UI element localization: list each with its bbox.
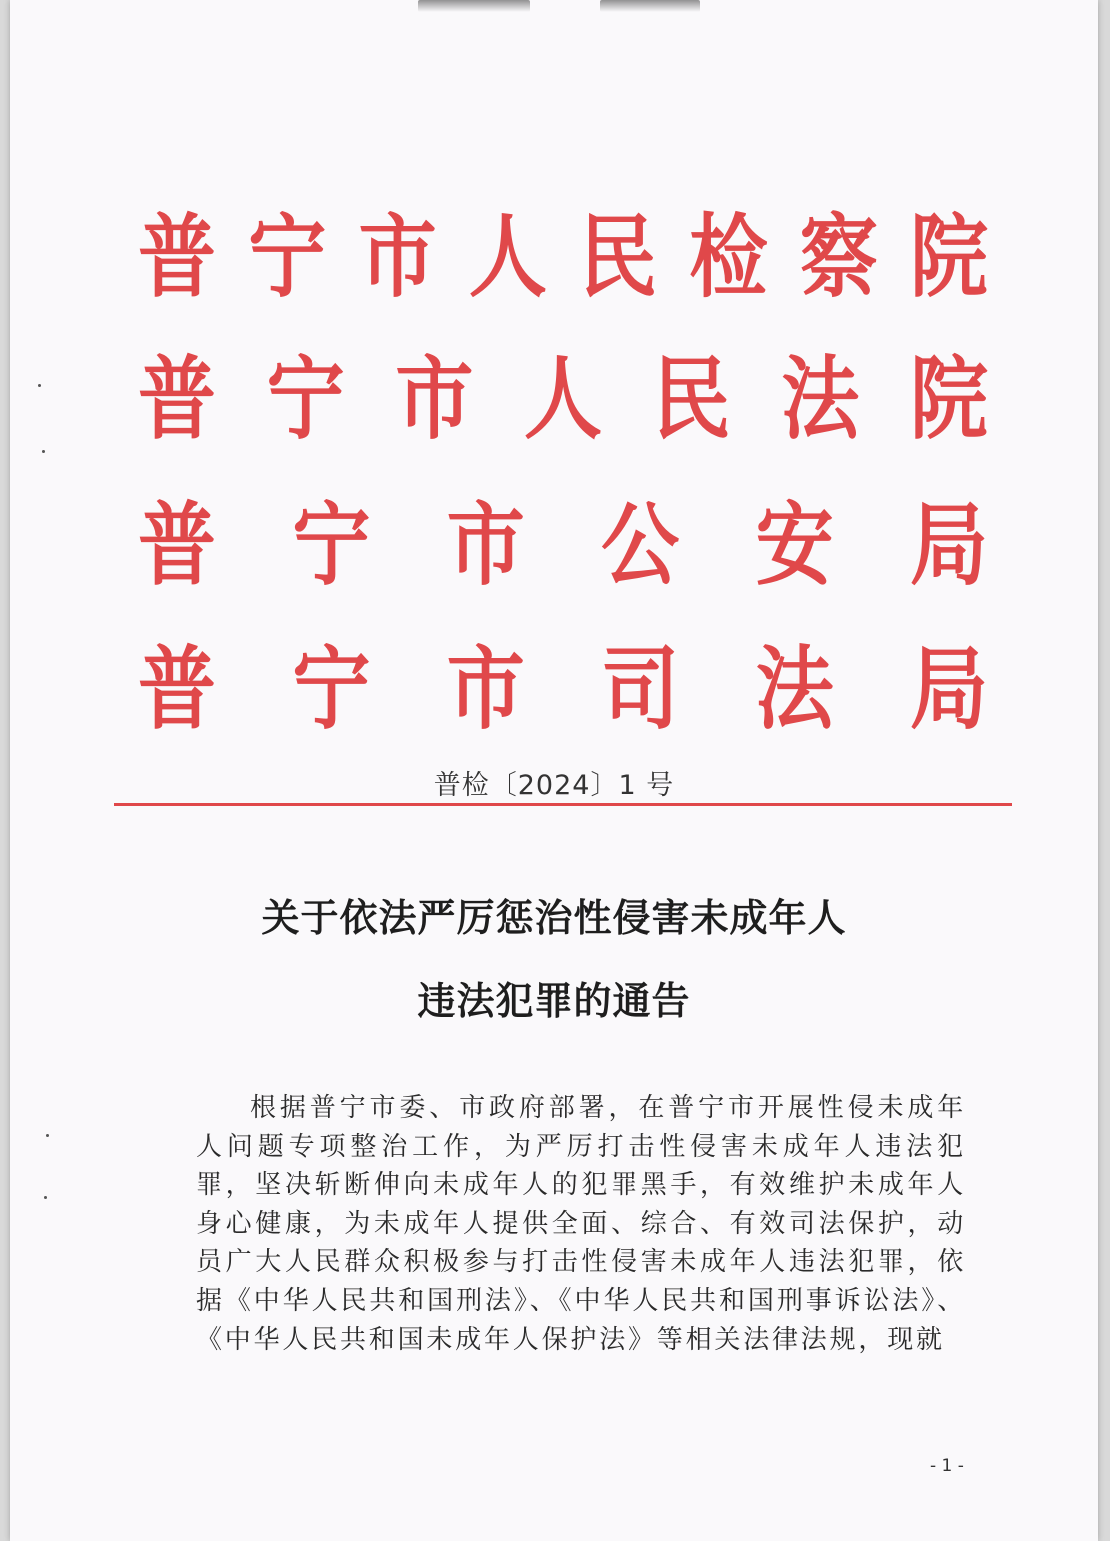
document-page xyxy=(10,0,1098,1541)
red-divider-line xyxy=(114,803,1012,806)
issuer-char: 市 xyxy=(358,205,437,310)
issuer-char: 察 xyxy=(799,205,878,310)
issuer-line-public-security xyxy=(138,476,988,616)
issuer-char: 法 xyxy=(755,637,834,742)
scan-speck xyxy=(42,450,45,453)
issuer-line-court xyxy=(138,330,988,470)
issuer-char: 院 xyxy=(909,205,988,310)
issuer-char: 普 xyxy=(138,493,217,598)
issuer-line-justice-bureau xyxy=(138,620,988,760)
issuer-char: 院 xyxy=(909,347,988,452)
issuer-char: 普 xyxy=(138,637,217,742)
issuer-char: 市 xyxy=(446,493,525,598)
issuer-char: 人 xyxy=(523,347,602,452)
issuer-char: 人 xyxy=(468,205,547,310)
document-number: 普检〔2024〕1 号 xyxy=(433,770,675,801)
issuer-char: 宁 xyxy=(292,637,371,742)
issuer-char: 宁 xyxy=(248,205,327,310)
issuer-char: 普 xyxy=(138,205,217,310)
scan-speck xyxy=(38,384,41,387)
issuer-char: 检 xyxy=(689,205,768,310)
scan-artifact xyxy=(418,0,530,12)
issuer-char: 法 xyxy=(781,347,860,452)
issuer-line-procuratorate xyxy=(138,188,988,328)
scan-speck xyxy=(46,1134,49,1137)
issuer-char: 局 xyxy=(909,637,988,742)
page-number: - 1 - xyxy=(930,1456,964,1476)
notice-title-line-1: 关于依法严厉惩治性侵害未成年人 xyxy=(261,895,847,940)
scan-artifact xyxy=(600,0,700,12)
scan-speck xyxy=(44,1196,47,1199)
notice-title-line-2: 违法犯罪的通告 xyxy=(417,978,691,1023)
issuer-char: 局 xyxy=(909,493,988,598)
issuer-char: 市 xyxy=(395,347,474,452)
issuer-char: 宁 xyxy=(292,493,371,598)
issuer-char: 普 xyxy=(138,347,217,452)
issuer-char: 司 xyxy=(601,637,680,742)
issuer-char: 安 xyxy=(755,493,834,598)
issuer-char: 公 xyxy=(601,493,680,598)
issuer-char: 市 xyxy=(446,637,525,742)
issuer-char: 民 xyxy=(579,205,658,310)
issuer-char: 民 xyxy=(652,347,731,452)
issuer-char: 宁 xyxy=(266,347,345,452)
body-paragraph: 根据普宁市委、市政府部署，在普宁市开展性侵未成年人问题专项整治工作，为严厉打击性侵害未成年人违法犯罪，坚决斩断伸向未成年人的犯罪黑手，有效维护未成年人身心健康，为未成年人提供全面、综合、有效司法保护，动员广大人民群众积极参与打击性侵害未成年人违法犯罪，依据《中华人民共和国刑法》、《中华人民共和国刑事诉讼法》、《中华人民共和国未成年人保护法》等相关法律法规，现就 xyxy=(196,1093,966,1355)
